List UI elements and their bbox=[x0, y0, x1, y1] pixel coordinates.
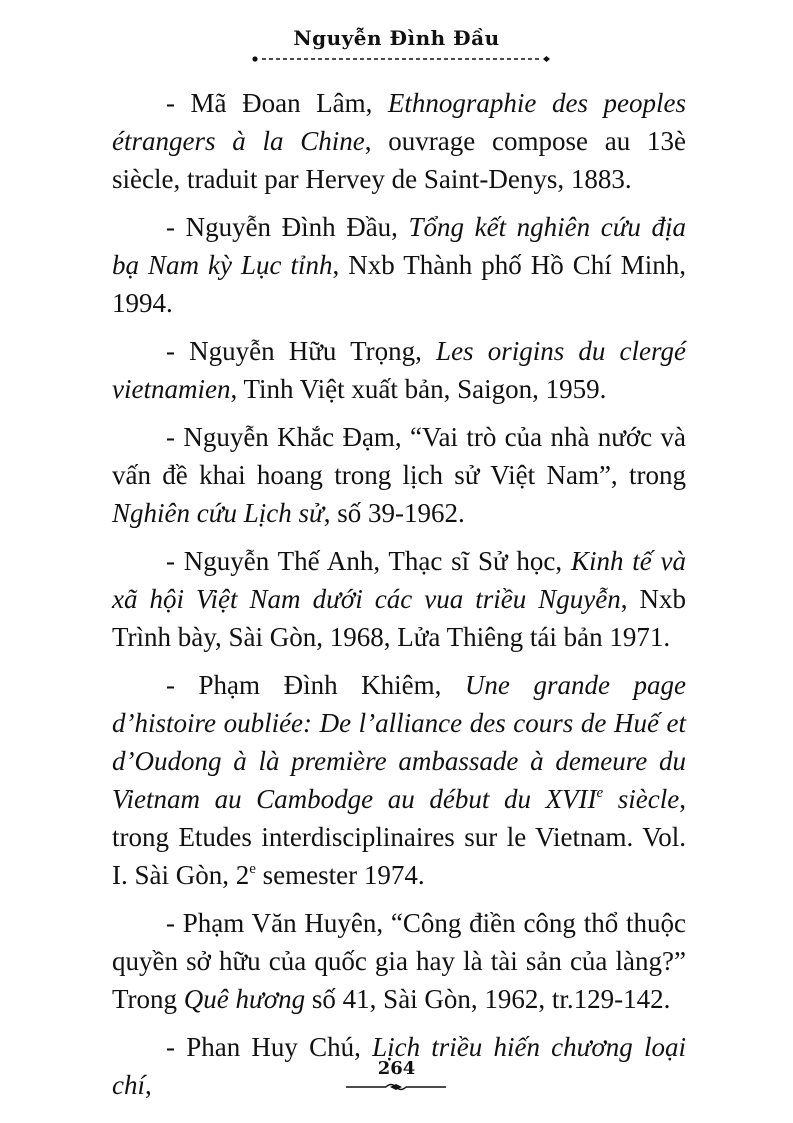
entry-author: - Mã Đoan Lâm, bbox=[166, 88, 388, 118]
entry-details-end: semester 1974. bbox=[255, 860, 425, 890]
entry-author: - Phan Huy Chú, bbox=[166, 1032, 373, 1062]
entry-author: - Phạm Đình Khiêm, bbox=[166, 670, 465, 700]
bibliography-list bbox=[112, 84, 686, 1114]
bibliography-entry bbox=[112, 84, 686, 198]
page-number: 264 bbox=[377, 1058, 416, 1079]
entry-author: - Nguyễn Đình Đầu, bbox=[166, 212, 409, 242]
bibliography-entry bbox=[112, 542, 686, 656]
entry-author: - Nguyễn Hữu Trọng, bbox=[166, 336, 437, 366]
bibliography-entry bbox=[112, 418, 686, 532]
entry-title: Tổng kết nghiên cứu địa bạ Nam kỳ Lục tỉnh bbox=[112, 212, 686, 280]
footer-ornament-icon bbox=[346, 1082, 446, 1092]
entry-title: Les origins du clergé vietnamien bbox=[112, 336, 687, 404]
entry-details-superscript: e bbox=[249, 861, 256, 877]
bibliography-entry bbox=[112, 208, 686, 322]
running-header bbox=[0, 26, 793, 50]
entry-title: Kinh tế và xã hội Việt Nam dưới các vua triều Nguyễn bbox=[112, 546, 687, 614]
entry-title-superscript: e bbox=[596, 785, 604, 801]
entry-title: Lịch triều hiến chương loại chí bbox=[112, 1032, 687, 1100]
entry-details: , Nxb Thành phố Hồ Chí Minh, 1994. bbox=[112, 250, 686, 318]
entry-details: , số 39-1962. bbox=[323, 498, 465, 528]
entry-details: , ouvrage compose au 13è siècle, traduit par Hervey de Saint-Denys, 1883. bbox=[112, 126, 686, 194]
entry-title: Ethnographie des peoples étrangers à la Chine bbox=[112, 88, 686, 156]
entry-title: Quê hương bbox=[183, 984, 306, 1014]
bibliography-entry bbox=[112, 904, 686, 1018]
entry-author: - Nguyễn Thế Anh, Thạc sĩ Sử học, bbox=[166, 546, 571, 576]
entry-details: , Nxb Trình bày, Sài Gòn, 1968, Lửa Thiêng tái bản 1971. bbox=[112, 584, 687, 652]
entry-title-main: Une grande page d’histoire oubliée: De l’alliance des cours de Huế et d’Oudong à là première ambassade à demeure du Vietnam au Cambodge au début du XVII bbox=[112, 670, 686, 814]
bibliography-entry bbox=[112, 332, 686, 408]
bibliography-entry bbox=[112, 666, 686, 894]
page-footer bbox=[0, 1058, 793, 1079]
entry-title-end: siècle bbox=[603, 784, 680, 814]
entry-details: số 41, Sài Gòn, 1962, tr.129-142. bbox=[305, 984, 671, 1014]
entry-title: Nghiên cứu Lịch sử bbox=[112, 498, 324, 528]
entry-author: - Nguyễn Khắc Đạm, “Vai trò của nhà nước và vấn đề khai hoang trong lịch sử Việt Nam”, trong bbox=[112, 422, 686, 490]
header-author-name: Nguyễn Đình Đầu bbox=[293, 26, 500, 50]
entry-author: - Phạm Văn Huyên, “Công điền công thổ thuộc quyền sở hữu của quốc gia hay là tài sản của làng?” Trong bbox=[112, 908, 686, 1014]
header-dotted-rule bbox=[252, 55, 550, 63]
entry-details: , trong Etudes interdisciplinaires sur le Vietnam. Vol. I. Sài Gòn, 2 bbox=[112, 784, 686, 890]
entry-details: , bbox=[145, 1070, 152, 1100]
entry-details: , Tinh Việt xuất bản, Saigon, 1959. bbox=[230, 374, 607, 404]
